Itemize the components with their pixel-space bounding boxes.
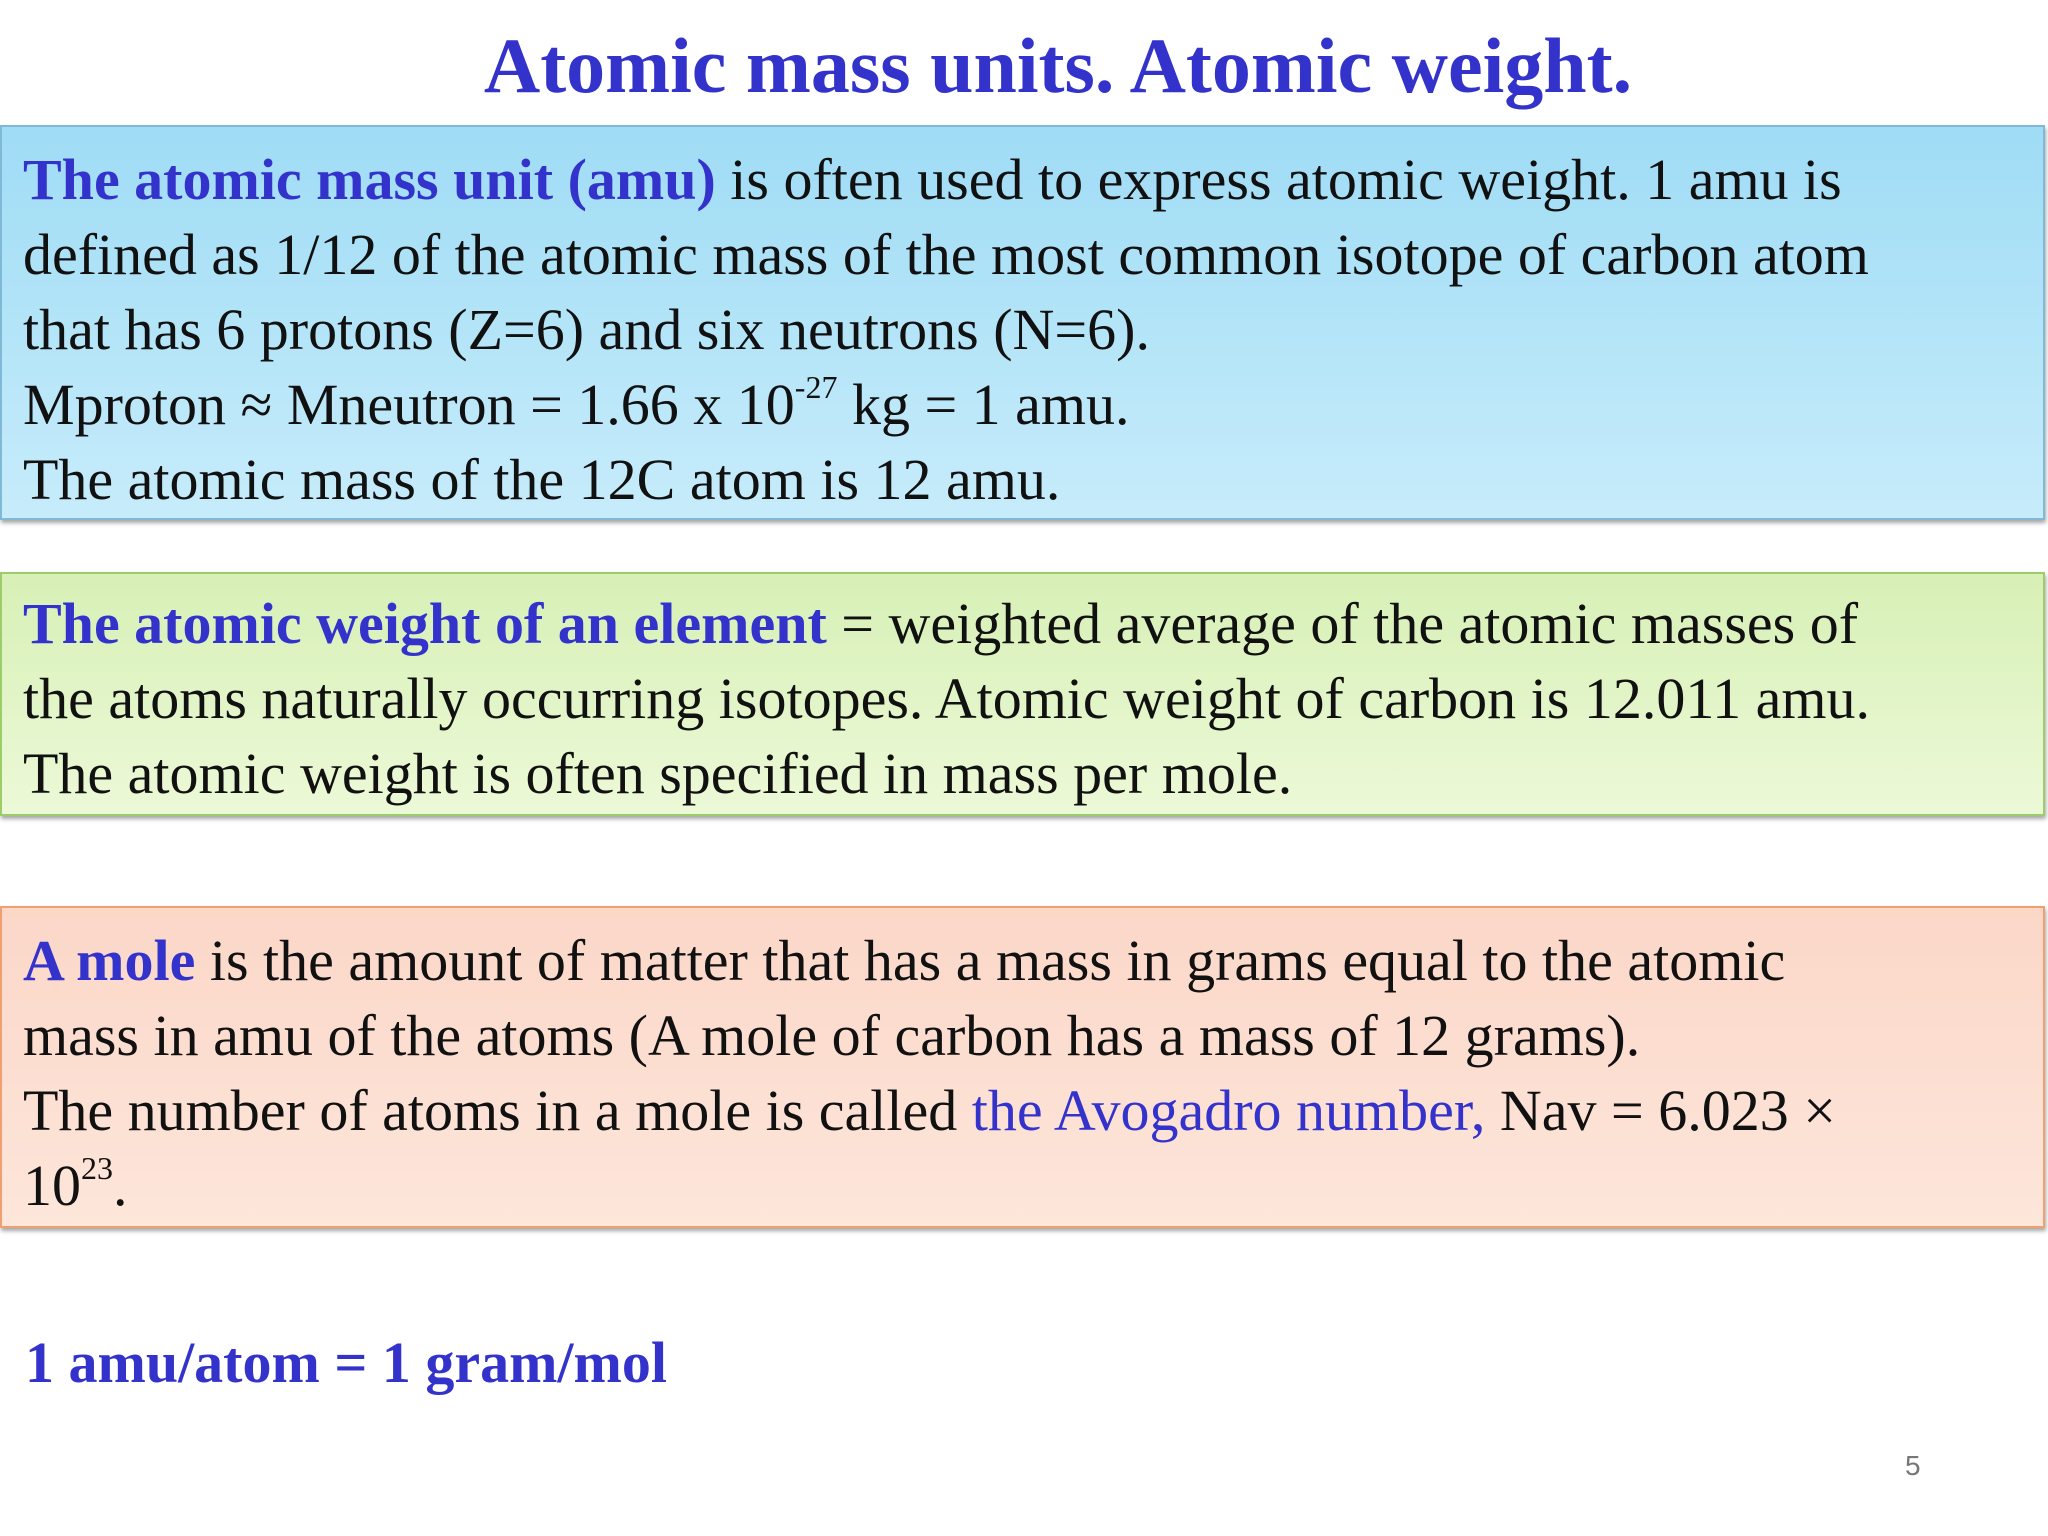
avogadro-period: .	[113, 1153, 128, 1218]
amu-line-5: The atomic mass of the 12C atom is 12 amu.	[23, 447, 1061, 512]
amu-line-3: that has 6 protons (Z=6) and six neutrons (N=6).	[23, 297, 1150, 362]
amu-line-1-text: is often used to express atomic weight. 1 amu is	[715, 147, 1842, 212]
mole-word: 6.023	[1658, 1078, 1789, 1143]
amu-line-1	[23, 142, 2043, 217]
mole-word: in	[535, 1078, 581, 1143]
mole-word: grams	[1186, 928, 1328, 993]
mole-line-4	[23, 1148, 2043, 1223]
mole-word: number	[127, 1078, 305, 1143]
mole-word: the	[1542, 928, 1613, 993]
mole-word: has	[863, 928, 942, 993]
mole-line-3	[23, 1073, 2043, 1148]
mole-word: atomic	[1627, 928, 1786, 993]
avogadro-number-term: the Avogadro number,	[971, 1078, 1486, 1143]
mole-word: mass	[995, 928, 1112, 993]
mole-word: the	[263, 928, 334, 993]
page-number: 5	[1905, 1450, 1921, 1481]
weight-line-3: The atomic weight is often specified in mass per mole.	[23, 741, 1293, 806]
mole-term: A mole	[23, 928, 196, 993]
mole-word: of	[536, 928, 586, 993]
mole-word: ×	[1803, 1078, 1836, 1143]
avogadro-base: 10	[23, 1153, 81, 1218]
amu-line-2: defined as 1/12 of the atomic mass of the most common isotope of carbon atom	[23, 222, 1869, 287]
weight-term: The atomic weight of an element	[23, 591, 827, 656]
mole-line-2: mass in amu of the atoms (A mole of carbon has a mass of 12 grams).	[23, 1003, 1641, 1068]
mole-word: Nav	[1499, 1078, 1597, 1143]
mole-word: equal	[1342, 928, 1468, 993]
mole-word: The	[23, 1078, 114, 1143]
mole-word: to	[1482, 928, 1528, 993]
amu-mass-exponent: -27	[794, 369, 838, 405]
mole-word: matter	[599, 928, 748, 993]
mole-word: in	[1126, 928, 1172, 993]
slide-title: Atomic mass units. Atomic weight.	[483, 22, 1633, 109]
mole-word: a	[594, 1078, 621, 1143]
avogadro-exponent: 23	[81, 1150, 113, 1186]
amu-definition-box	[0, 125, 2045, 520]
mole-word: a	[955, 928, 982, 993]
weight-line-1-text: = weighted average of the atomic masses of	[826, 591, 1859, 656]
mole-word: amount	[348, 928, 523, 993]
amu-mass-unit: kg = 1 amu.	[837, 372, 1130, 437]
mole-word: that	[762, 928, 850, 993]
mole-word: called	[818, 1078, 958, 1143]
amu-term: The atomic mass unit (amu)	[23, 147, 716, 212]
mole-word: is	[209, 928, 249, 993]
amu-line-4	[23, 367, 2043, 442]
mole-line-1	[23, 923, 2043, 998]
amu-mass-equation: Mproton ≈ Mneutron = 1.66 x 10	[23, 372, 795, 437]
atomic-weight-box	[0, 572, 2045, 816]
conversion-formula: 1 amu/atom = 1 gram/mol	[25, 1330, 667, 1395]
mole-word: of	[319, 1078, 368, 1143]
mole-word: atoms	[382, 1078, 521, 1143]
weight-line-2: the atoms naturally occurring isotopes. Atomic weight of carbon is 12.011 amu.	[23, 666, 1871, 731]
weight-line-1	[23, 586, 2043, 661]
mole-word: is	[765, 1078, 805, 1143]
mole-word: mole	[635, 1078, 752, 1143]
mole-box	[0, 906, 2045, 1228]
mole-word: =	[1611, 1078, 1644, 1143]
